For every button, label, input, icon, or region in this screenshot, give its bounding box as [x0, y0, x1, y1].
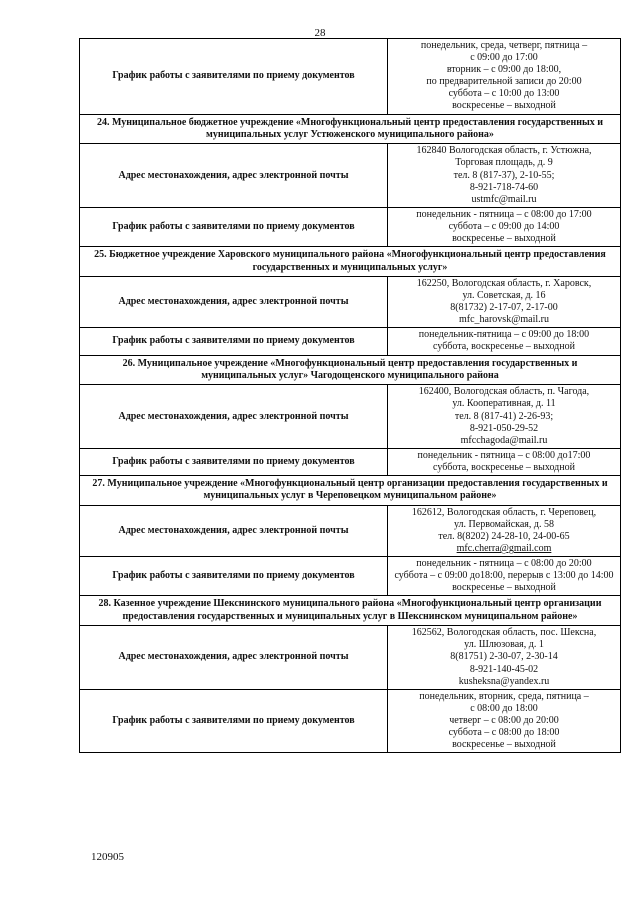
- address-line: 8-921-050-29-52: [469, 422, 539, 434]
- schedule-value: [388, 689, 621, 752]
- schedule-line: воскресенье – выходной: [452, 739, 556, 751]
- address-label: Адрес местонахождения, адрес электронной почты: [80, 505, 388, 556]
- schedule-line: суббота, воскресенье – выходной: [433, 461, 575, 473]
- section-heading: 25. Бюджетное учреждение Харовского муниципального района «Многофункциональный центр предоставления государственных и муниципальных услуг»: [80, 247, 621, 277]
- address-line: 162250, Вологодская область, г. Харовск,: [416, 277, 592, 289]
- section-heading: 26. Муниципальное учреждение «Многофункциональный центр предоставления государственных и муниципальных услуг» Чагодощенского муниципального района: [80, 355, 621, 385]
- address-line: ул. Первомайская, д. 58: [454, 518, 554, 530]
- email-address: mfcchagoda@mail.ru: [460, 434, 548, 446]
- schedule-line: четверг – с 08:00 до 20:00: [449, 714, 559, 726]
- section-heading: 27. Муниципальное учреждение «Многофункциональный центр организации предоставления государственных и муниципальных услуг в Череповецком муниципальном районе»: [80, 475, 621, 505]
- email-address: kusheksna@yandex.ru: [458, 675, 550, 687]
- table-row: [80, 385, 621, 448]
- page-number: 28: [314, 27, 326, 39]
- address-line: тел. 8 (817-41) 2-26-93;: [454, 410, 554, 422]
- address-line: 8(81732) 2-17-07, 2-17-00: [450, 302, 558, 314]
- schedule-value: [388, 39, 621, 115]
- schedule-label: График работы с заявителями по приему документов: [80, 689, 388, 752]
- table-row: [80, 689, 621, 752]
- schedule-line: понедельник, вторник, среда, пятница –: [419, 690, 589, 702]
- address-value: [388, 626, 621, 689]
- address-line: 8(81751) 2-30-07, 2-30-14: [450, 651, 558, 663]
- address-value: [388, 385, 621, 448]
- schedule-value: [388, 328, 621, 355]
- schedule-line: суббота – с 10:00 до 13:00: [448, 88, 560, 100]
- schedule-line: суббота – с 09:00 до18:00, перерыв с 13:00 до 14:00: [394, 570, 614, 582]
- schedule-line: суббота, воскресенье – выходной: [433, 341, 575, 353]
- table-row: [80, 557, 621, 596]
- schedule-line: понедельник - пятница – с 08:00 до 20:00: [416, 558, 592, 570]
- section-heading-row: [80, 355, 621, 385]
- address-line: 162562, Вологодская область, пос. Шексна,: [411, 627, 597, 639]
- schedule-line: воскресенье – выходной: [452, 233, 556, 245]
- mfc-schedule-table: [79, 38, 621, 753]
- schedule-line: суббота – с 08:00 до 18:00: [448, 727, 560, 738]
- table-row: [80, 505, 621, 556]
- address-line: 8-921-718-74-60: [469, 181, 539, 193]
- schedule-line: вторник – с 09:00 до 18:00,: [446, 64, 562, 76]
- email-address: ustmfc@mail.ru: [471, 193, 537, 205]
- table-row: [80, 207, 621, 246]
- address-line: тел. 8 (817-37), 2-10-55;: [453, 169, 555, 181]
- address-line: ул. Шлюзовая, д. 1: [464, 639, 544, 651]
- address-line: Торговая площадь, д. 9: [455, 157, 553, 169]
- section-heading-row: [80, 475, 621, 505]
- section-heading-row: [80, 596, 621, 626]
- email-address: mfc_harovsk@mail.ru: [458, 314, 550, 326]
- schedule-line: с 08:00 до 18:00: [470, 702, 538, 714]
- schedule-label: График работы с заявителями по приему документов: [80, 39, 388, 115]
- schedule-line: понедельник, среда, четверг, пятница –: [420, 40, 588, 51]
- schedule-line: понедельник-пятница – с 09:00 до 18:00: [418, 329, 590, 341]
- table-row: [80, 328, 621, 355]
- section-heading-row: [80, 114, 621, 144]
- address-line: 8-921-140-45-02: [469, 663, 539, 675]
- address-line: 162612, Вологодская область, г. Череповец,: [411, 506, 597, 518]
- schedule-line: суббота – с 09:00 до 14:00: [448, 220, 560, 232]
- table-row: [80, 39, 621, 115]
- schedule-value: [388, 448, 621, 475]
- address-line: тел. 8(8202) 24-28-10, 24-00-65: [438, 530, 570, 542]
- address-value: [388, 276, 621, 327]
- address-value: [388, 144, 621, 207]
- email-address: mfc.cherra@gmail.com: [456, 543, 552, 555]
- address-line: 162840 Вологодская область, г. Устюжна,: [416, 145, 592, 157]
- document-code: 120905: [91, 851, 124, 863]
- section-heading: 28. Казенное учреждение Шекснинского муниципального района «Многофункциональный центр организации предоставления государственных и муниципальных услуг в Шекснинском муниципальном районе»: [80, 596, 621, 626]
- address-label: Адрес местонахождения, адрес электронной почты: [80, 385, 388, 448]
- address-line: ул. Советская, д. 16: [462, 290, 546, 302]
- section-heading-row: [80, 247, 621, 277]
- schedule-value: [388, 207, 621, 246]
- table-row: [80, 276, 621, 327]
- schedule-label: График работы с заявителями по приему документов: [80, 557, 388, 596]
- address-value: [388, 505, 621, 556]
- schedule-label: График работы с заявителями по приему документов: [80, 207, 388, 246]
- schedule-label: График работы с заявителями по приему документов: [80, 328, 388, 355]
- schedule-line: понедельник - пятница – с 08:00 до17:00: [417, 449, 591, 461]
- schedule-line: с 09:00 до 17:00: [470, 52, 538, 64]
- table-row: [80, 144, 621, 207]
- schedule-line: воскресенье – выходной: [452, 582, 556, 594]
- schedule-line: по предварительной записи до 20:00: [426, 76, 582, 88]
- address-label: Адрес местонахождения, адрес электронной почты: [80, 276, 388, 327]
- address-label: Адрес местонахождения, адрес электронной почты: [80, 626, 388, 689]
- schedule-label: График работы с заявителями по приему документов: [80, 448, 388, 475]
- schedule-line: воскресенье – выходной: [452, 100, 556, 112]
- table-row: [80, 626, 621, 689]
- address-line: 162400, Вологодская область, п. Чагода,: [418, 386, 590, 398]
- table-row: [80, 448, 621, 475]
- mfc-table-container: [79, 38, 620, 753]
- section-heading: 24. Муниципальное бюджетное учреждение «Многофункциональный центр предоставления государственных и муниципальных услуг Устюженского муниципального района»: [80, 114, 621, 144]
- address-line: ул. Кооперативная, д. 11: [452, 398, 556, 410]
- schedule-line: понедельник - пятница – с 08:00 до 17:00: [416, 208, 592, 220]
- schedule-value: [388, 557, 621, 596]
- address-label: Адрес местонахождения, адрес электронной почты: [80, 144, 388, 207]
